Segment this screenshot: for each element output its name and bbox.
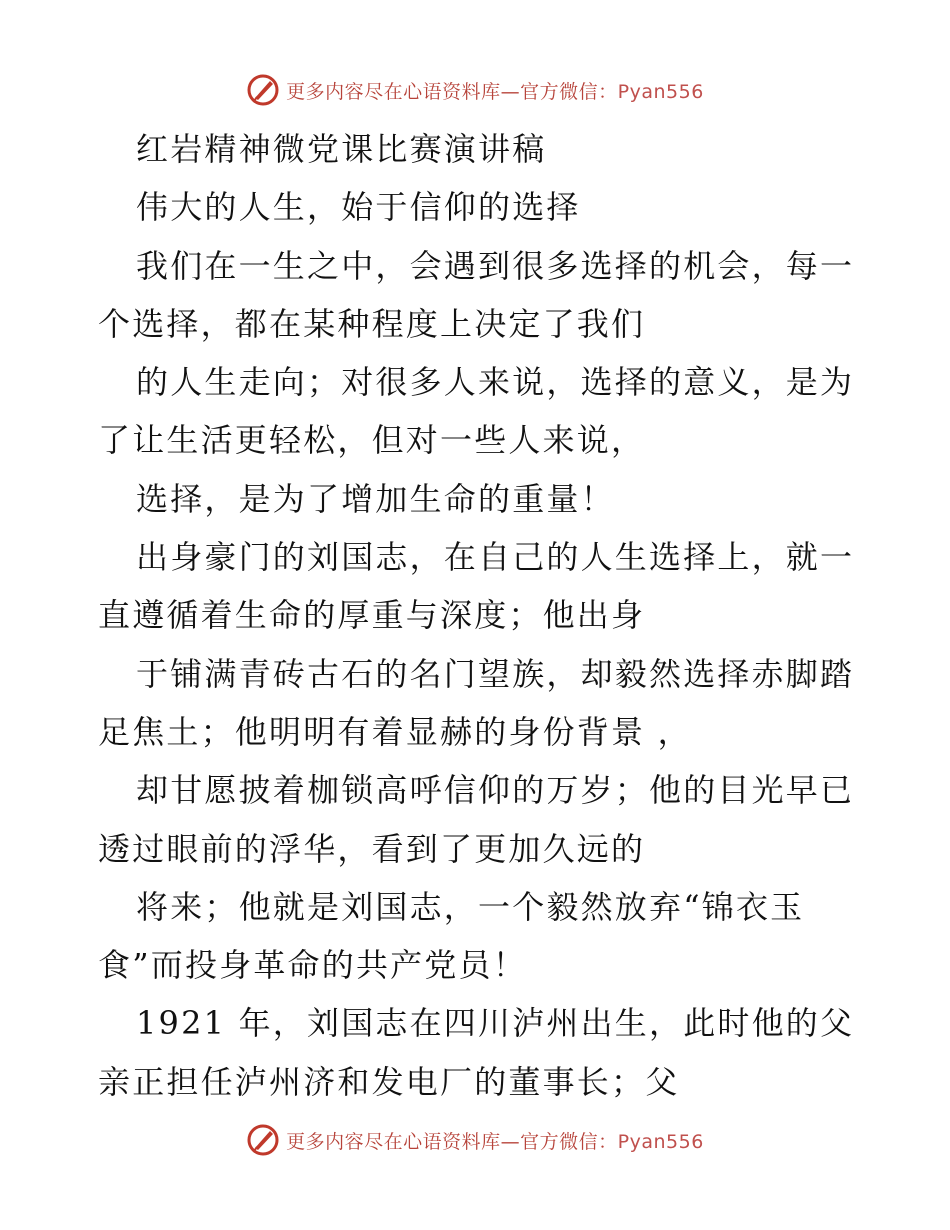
text-line: 直遵循着生命的厚重与深度；他出身: [98, 596, 646, 635]
header-watermark: [0, 70, 950, 110]
text-line: 亲正担任泸州济和发电厂的董事长；父: [98, 1062, 680, 1101]
watermark-label: 更多内容尽在心语资料库—官方微信：: [286, 80, 618, 103]
text-line: 却甘愿披着枷锁高呼信仰的万岁；他的目光早已: [136, 771, 855, 810]
quill-logo-icon: [246, 1123, 280, 1157]
text-line: 我们在一生之中，会遇到很多选择的机会，每一: [136, 246, 855, 285]
watermark-wechat-id: Pyan556: [617, 80, 704, 103]
text-line: 足焦土；他明明有着显赫的身份背景 ，: [98, 712, 692, 751]
text-line: 个选择，都在某种程度上决定了我们: [98, 304, 646, 343]
text-line: 出身豪门的刘国志，在自己的人生选择上，就一: [136, 538, 855, 577]
text-line: 的人生走向；对很多人来说，选择的意义，是为: [136, 363, 855, 402]
document-body: [98, 120, 858, 1111]
text-line: 伟大的人生，始于信仰的选择: [136, 188, 581, 227]
watermark-label: 更多内容尽在心语资料库—官方微信：: [286, 1130, 618, 1153]
text-line: 了让生活更轻松，但对一些人来说，: [98, 421, 646, 460]
text-line: 将来；他就是刘国志，一个毅然放弃“锦衣玉: [136, 887, 805, 926]
text-line: 于铺满青砖古石的名门望族，却毅然选择赤脚踏: [136, 654, 855, 693]
watermark-text: [286, 77, 704, 104]
text-line: 1921 年，刘国志在四川泸州出生，此时他的父: [136, 1004, 855, 1043]
footer-watermark: [0, 1120, 950, 1160]
quill-logo-icon: [246, 73, 280, 107]
text-line: 红岩精神微党课比赛演讲稿: [136, 130, 547, 168]
text-line: 食”而投身革命的共产党员！: [98, 946, 527, 985]
watermark-wechat-id: Pyan556: [617, 1130, 704, 1153]
text-line: 透过眼前的浮华，看到了更加久远的: [98, 829, 646, 868]
watermark-text: [286, 1127, 704, 1154]
text-line: 选择，是为了增加生命的重量！: [136, 479, 615, 518]
